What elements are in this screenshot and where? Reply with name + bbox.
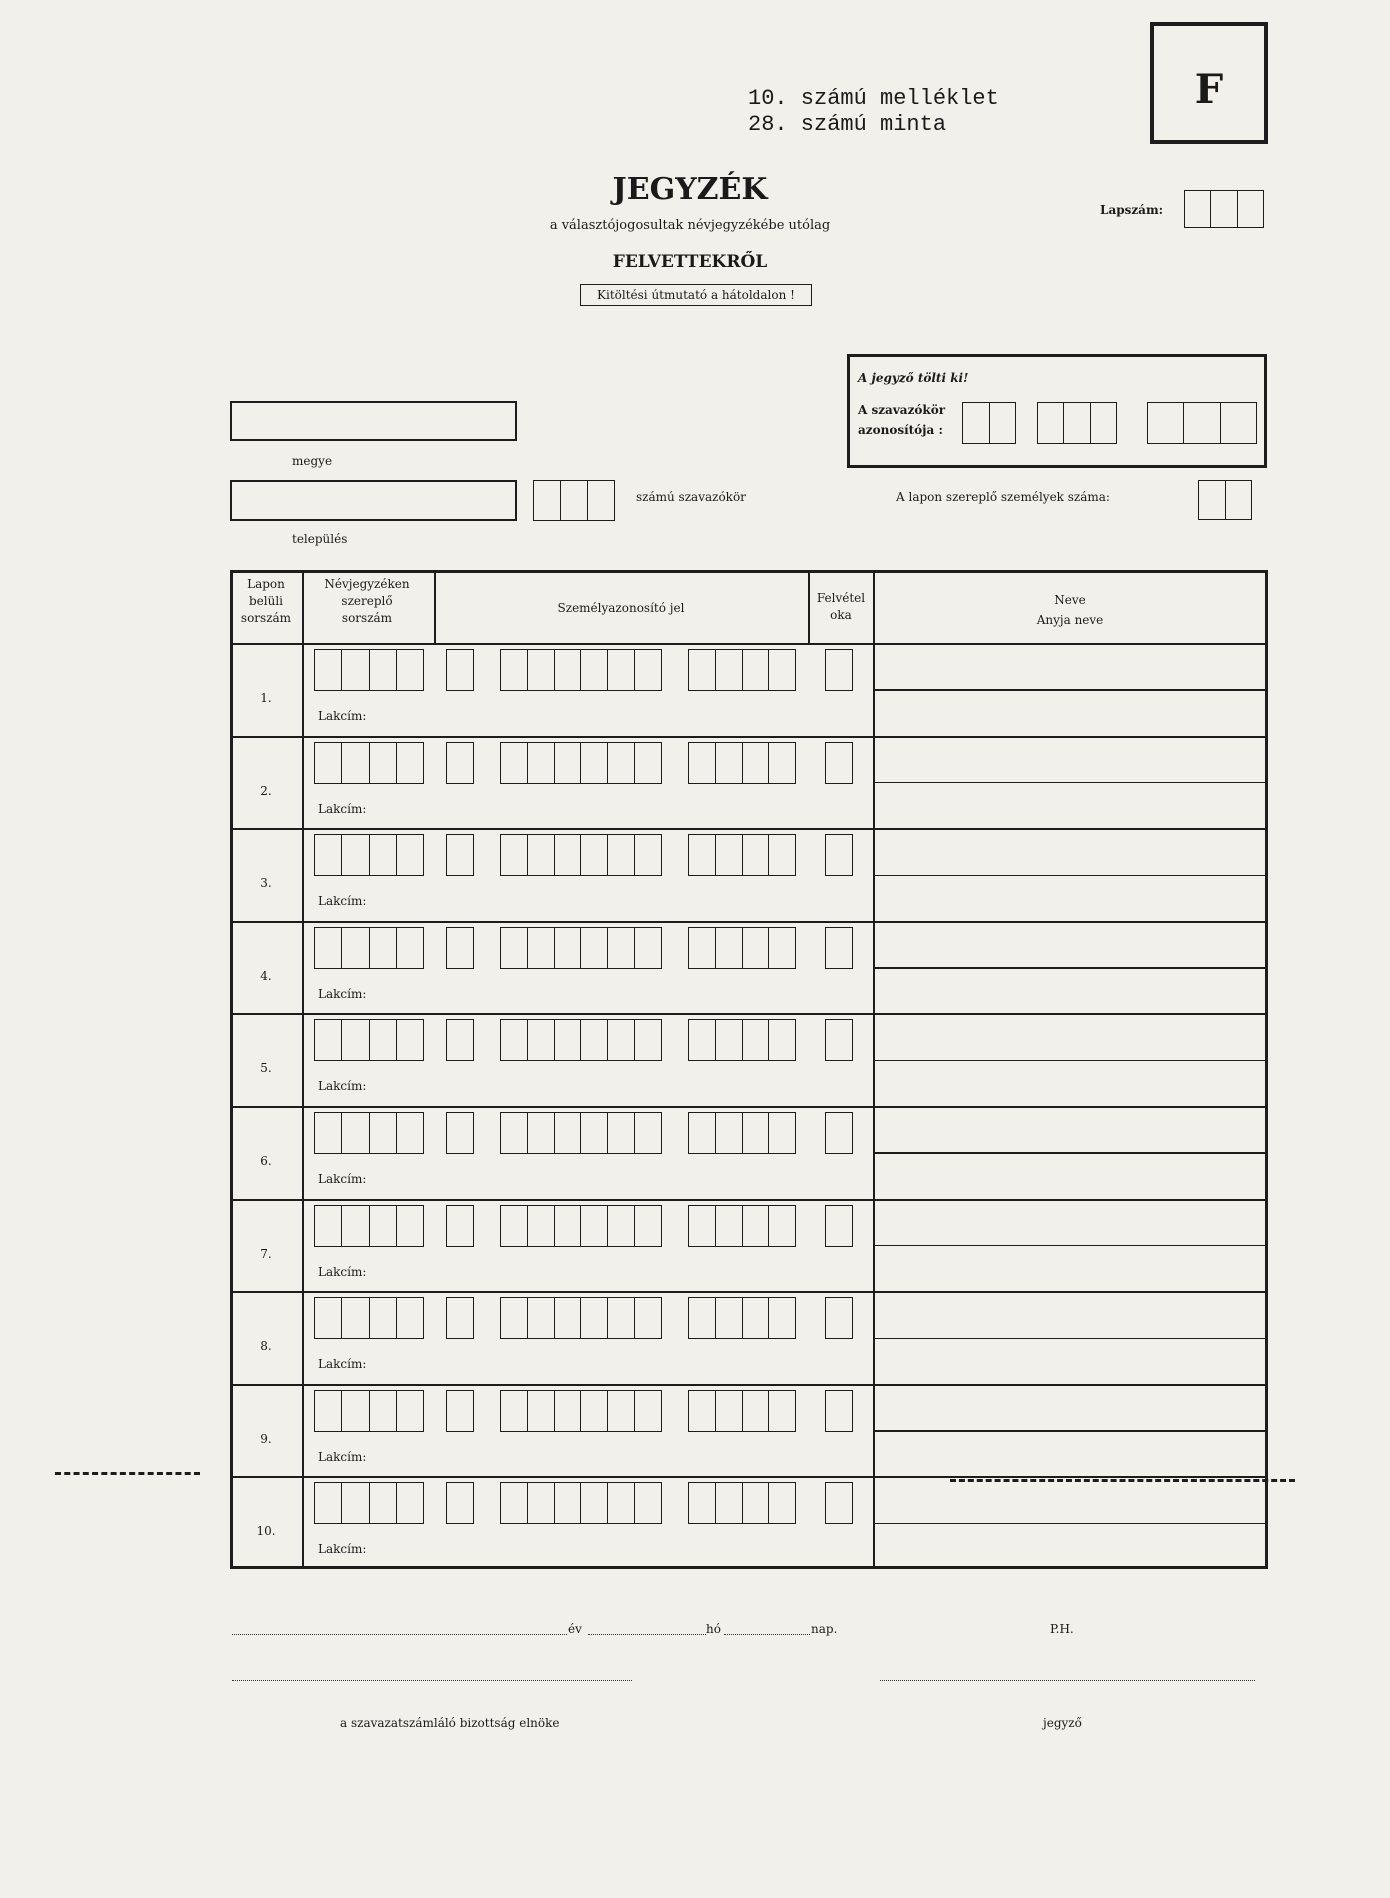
name-mother-divider xyxy=(873,875,1268,877)
cut-line-right xyxy=(950,1479,1295,1482)
chair-signature-line[interactable] xyxy=(232,1680,632,1681)
address-field[interactable] xyxy=(372,1555,788,1556)
address-field[interactable] xyxy=(372,722,788,723)
instruction-note: Kitöltési útmutató a hátoldalon ! xyxy=(580,284,812,306)
settlement-field[interactable] xyxy=(230,480,517,521)
year-line[interactable] xyxy=(232,1634,567,1635)
district-number-cells[interactable] xyxy=(533,480,615,521)
name-mother-divider xyxy=(873,1430,1268,1432)
personal-id-sex-cell[interactable] xyxy=(446,1390,474,1432)
row-number: 6. xyxy=(260,1154,272,1168)
form-letter: F xyxy=(1194,66,1224,113)
address-label: Lakcím: xyxy=(318,1449,367,1464)
name-mother-divider xyxy=(873,1338,1268,1340)
personal-id-birthdate-cells[interactable] xyxy=(500,1390,662,1432)
name-mother-divider xyxy=(873,782,1268,784)
admission-reason-cell[interactable] xyxy=(825,1112,853,1154)
personal-id-birthdate-cells[interactable] xyxy=(500,1297,662,1339)
personal-id-sex-cell[interactable] xyxy=(446,649,474,691)
personal-id-birthdate-cells[interactable] xyxy=(500,742,662,784)
personal-id-serial-cells[interactable] xyxy=(688,1205,796,1247)
notary-box xyxy=(847,354,1267,468)
month-label: hó xyxy=(706,1622,721,1636)
col-divider-4 xyxy=(873,570,875,1569)
persons-count-label: A lapon szereplő személyek száma: xyxy=(896,490,1110,504)
notary-signature-line[interactable] xyxy=(880,1680,1255,1681)
register-serial-cells[interactable] xyxy=(314,1482,424,1524)
personal-id-sex-cell[interactable] xyxy=(446,927,474,969)
stamp-label: P.H. xyxy=(1050,1622,1074,1636)
col-divider-1 xyxy=(302,570,304,1569)
admission-reason-cell[interactable] xyxy=(825,1205,853,1247)
personal-id-serial-cells[interactable] xyxy=(688,1297,796,1339)
sample-number: 28. számú minta xyxy=(748,112,947,137)
personal-id-birthdate-cells[interactable] xyxy=(500,927,662,969)
persons-count-cells[interactable] xyxy=(1198,480,1252,520)
row-number: 3. xyxy=(260,876,272,891)
address-field[interactable] xyxy=(372,1277,788,1278)
day-line[interactable] xyxy=(724,1634,810,1635)
county-label: megye xyxy=(292,454,333,468)
admission-reason-cell[interactable] xyxy=(825,1297,853,1339)
address-field[interactable] xyxy=(372,1370,788,1371)
address-label: Lakcím: xyxy=(318,1542,367,1557)
row-divider xyxy=(230,1384,1268,1386)
register-serial-cells[interactable] xyxy=(314,1390,424,1432)
cut-line-left xyxy=(55,1472,200,1475)
personal-id-sex-cell[interactable] xyxy=(446,1112,474,1154)
row-number: 10. xyxy=(256,1524,276,1539)
address-label: Lakcím: xyxy=(318,801,367,816)
personal-id-serial-cells[interactable] xyxy=(688,1019,796,1061)
personal-id-birthdate-cells[interactable] xyxy=(500,834,662,876)
name-mother-divider xyxy=(873,1245,1268,1247)
address-label: Lakcím: xyxy=(318,1172,367,1186)
register-serial-cells[interactable] xyxy=(314,834,424,876)
personal-id-serial-cells[interactable] xyxy=(688,834,796,876)
address-field[interactable] xyxy=(372,1185,788,1186)
district-id-label-1: A szavazókör xyxy=(858,403,946,417)
address-label: Lakcím: xyxy=(318,1357,367,1372)
name-mother-divider xyxy=(873,689,1268,691)
register-serial-cells[interactable] xyxy=(314,1297,424,1339)
admission-reason-cell[interactable] xyxy=(825,834,853,876)
name-mother-divider xyxy=(873,1523,1268,1525)
col-divider-2 xyxy=(434,570,436,643)
row-number: 4. xyxy=(260,968,272,983)
settlement-label: település xyxy=(292,532,348,546)
address-label: Lakcím: xyxy=(318,1264,367,1279)
page-number-cells[interactable] xyxy=(1184,190,1264,228)
address-field[interactable] xyxy=(372,814,788,815)
header-local-serial: Lapon belüli sorszám xyxy=(240,577,292,625)
personal-id-sex-cell[interactable] xyxy=(446,834,474,876)
row-number: 5. xyxy=(260,1061,272,1076)
document-title: JEGYZÉK xyxy=(612,172,768,207)
personal-id-sex-cell[interactable] xyxy=(446,742,474,784)
page-number-label: Lapszám: xyxy=(1100,203,1164,217)
chair-label: a szavazatszámláló bizottság elnöke xyxy=(340,1716,560,1730)
row-divider xyxy=(230,1106,1268,1108)
address-field[interactable] xyxy=(372,907,788,908)
row-divider xyxy=(230,1013,1268,1015)
address-label: Lakcím: xyxy=(318,1079,367,1094)
row-divider xyxy=(230,1291,1268,1293)
name-mother-divider xyxy=(873,967,1268,969)
form-letter-box xyxy=(1150,22,1268,144)
register-serial-cells[interactable] xyxy=(314,649,424,691)
notary-label: jegyző xyxy=(1043,1716,1082,1730)
admission-reason-cell[interactable] xyxy=(825,1482,853,1524)
header-register-serial: Névjegyzéken szereplő sorszám xyxy=(324,577,410,625)
header-admission-reason: Felvétel oka xyxy=(816,591,866,622)
personal-id-sex-cell[interactable] xyxy=(446,1019,474,1061)
admission-reason-cell[interactable] xyxy=(825,1019,853,1061)
row-number: 9. xyxy=(260,1431,272,1446)
personal-id-birthdate-cells[interactable] xyxy=(500,1205,662,1247)
admission-reason-cell[interactable] xyxy=(825,742,853,784)
personal-id-birthdate-cells[interactable] xyxy=(500,1482,662,1524)
district-number-label: számú szavazókör xyxy=(636,490,746,504)
personal-id-sex-cell[interactable] xyxy=(446,1297,474,1339)
name-mother-divider xyxy=(873,1152,1268,1154)
register-serial-cells[interactable] xyxy=(314,742,424,784)
notary-box-title: A jegyző tölti ki! xyxy=(858,371,969,385)
admission-reason-cell[interactable] xyxy=(825,1390,853,1432)
header-divider xyxy=(230,643,1268,645)
personal-id-serial-cells[interactable] xyxy=(688,742,796,784)
row-number: 8. xyxy=(260,1339,272,1354)
personal-id-serial-cells[interactable] xyxy=(688,649,796,691)
address-label: Lakcím: xyxy=(318,709,367,723)
address-label: Lakcím: xyxy=(318,986,367,1001)
personal-id-serial-cells[interactable] xyxy=(688,1390,796,1432)
address-field[interactable] xyxy=(372,1092,788,1093)
month-line[interactable] xyxy=(588,1634,706,1635)
document-subtitle: a választójogosultak névjegyzékébe utólag xyxy=(549,218,831,233)
row-number: 1. xyxy=(260,691,272,705)
personal-id-birthdate-cells[interactable] xyxy=(500,1019,662,1061)
personal-id-birthdate-cells[interactable] xyxy=(500,1112,662,1154)
register-serial-cells[interactable] xyxy=(314,1112,424,1154)
day-label: nap. xyxy=(811,1622,838,1636)
district-id-label-2: azonosítója : xyxy=(858,423,943,437)
county-field[interactable] xyxy=(230,401,517,441)
district-id-cells-3[interactable] xyxy=(1147,402,1257,444)
district-id-cells-2[interactable] xyxy=(1037,402,1117,444)
personal-id-sex-cell[interactable] xyxy=(446,1482,474,1524)
personal-id-serial-cells[interactable] xyxy=(688,1112,796,1154)
register-serial-cells[interactable] xyxy=(314,1205,424,1247)
personal-id-birthdate-cells[interactable] xyxy=(500,649,662,691)
col-divider-3 xyxy=(808,570,810,643)
name-mother-divider xyxy=(873,1060,1268,1062)
header-name: Neve Anyja neve xyxy=(1036,593,1104,627)
row-divider xyxy=(230,921,1268,923)
address-field[interactable] xyxy=(372,999,788,1000)
row-number: 7. xyxy=(260,1246,272,1261)
annex-number: 10. számú melléklet xyxy=(748,86,999,111)
address-label: Lakcím: xyxy=(318,894,367,909)
personal-id-serial-cells[interactable] xyxy=(688,1482,796,1524)
register-serial-cells[interactable] xyxy=(314,927,424,969)
row-number: 2. xyxy=(260,783,272,798)
document-subtitle-bold: FELVETTEKRŐL xyxy=(612,252,768,272)
register-serial-cells[interactable] xyxy=(314,1019,424,1061)
year-label: év xyxy=(568,1622,582,1636)
header-personal-id: Személyazonosító jel xyxy=(557,601,685,615)
row-divider xyxy=(230,828,1268,830)
personal-id-sex-cell[interactable] xyxy=(446,1205,474,1247)
row-divider xyxy=(230,1199,1268,1201)
district-id-cells-1[interactable] xyxy=(962,402,1016,444)
admission-reason-cell[interactable] xyxy=(825,649,853,691)
address-field[interactable] xyxy=(372,1462,788,1463)
row-divider xyxy=(230,736,1268,738)
admission-reason-cell[interactable] xyxy=(825,927,853,969)
personal-id-serial-cells[interactable] xyxy=(688,927,796,969)
